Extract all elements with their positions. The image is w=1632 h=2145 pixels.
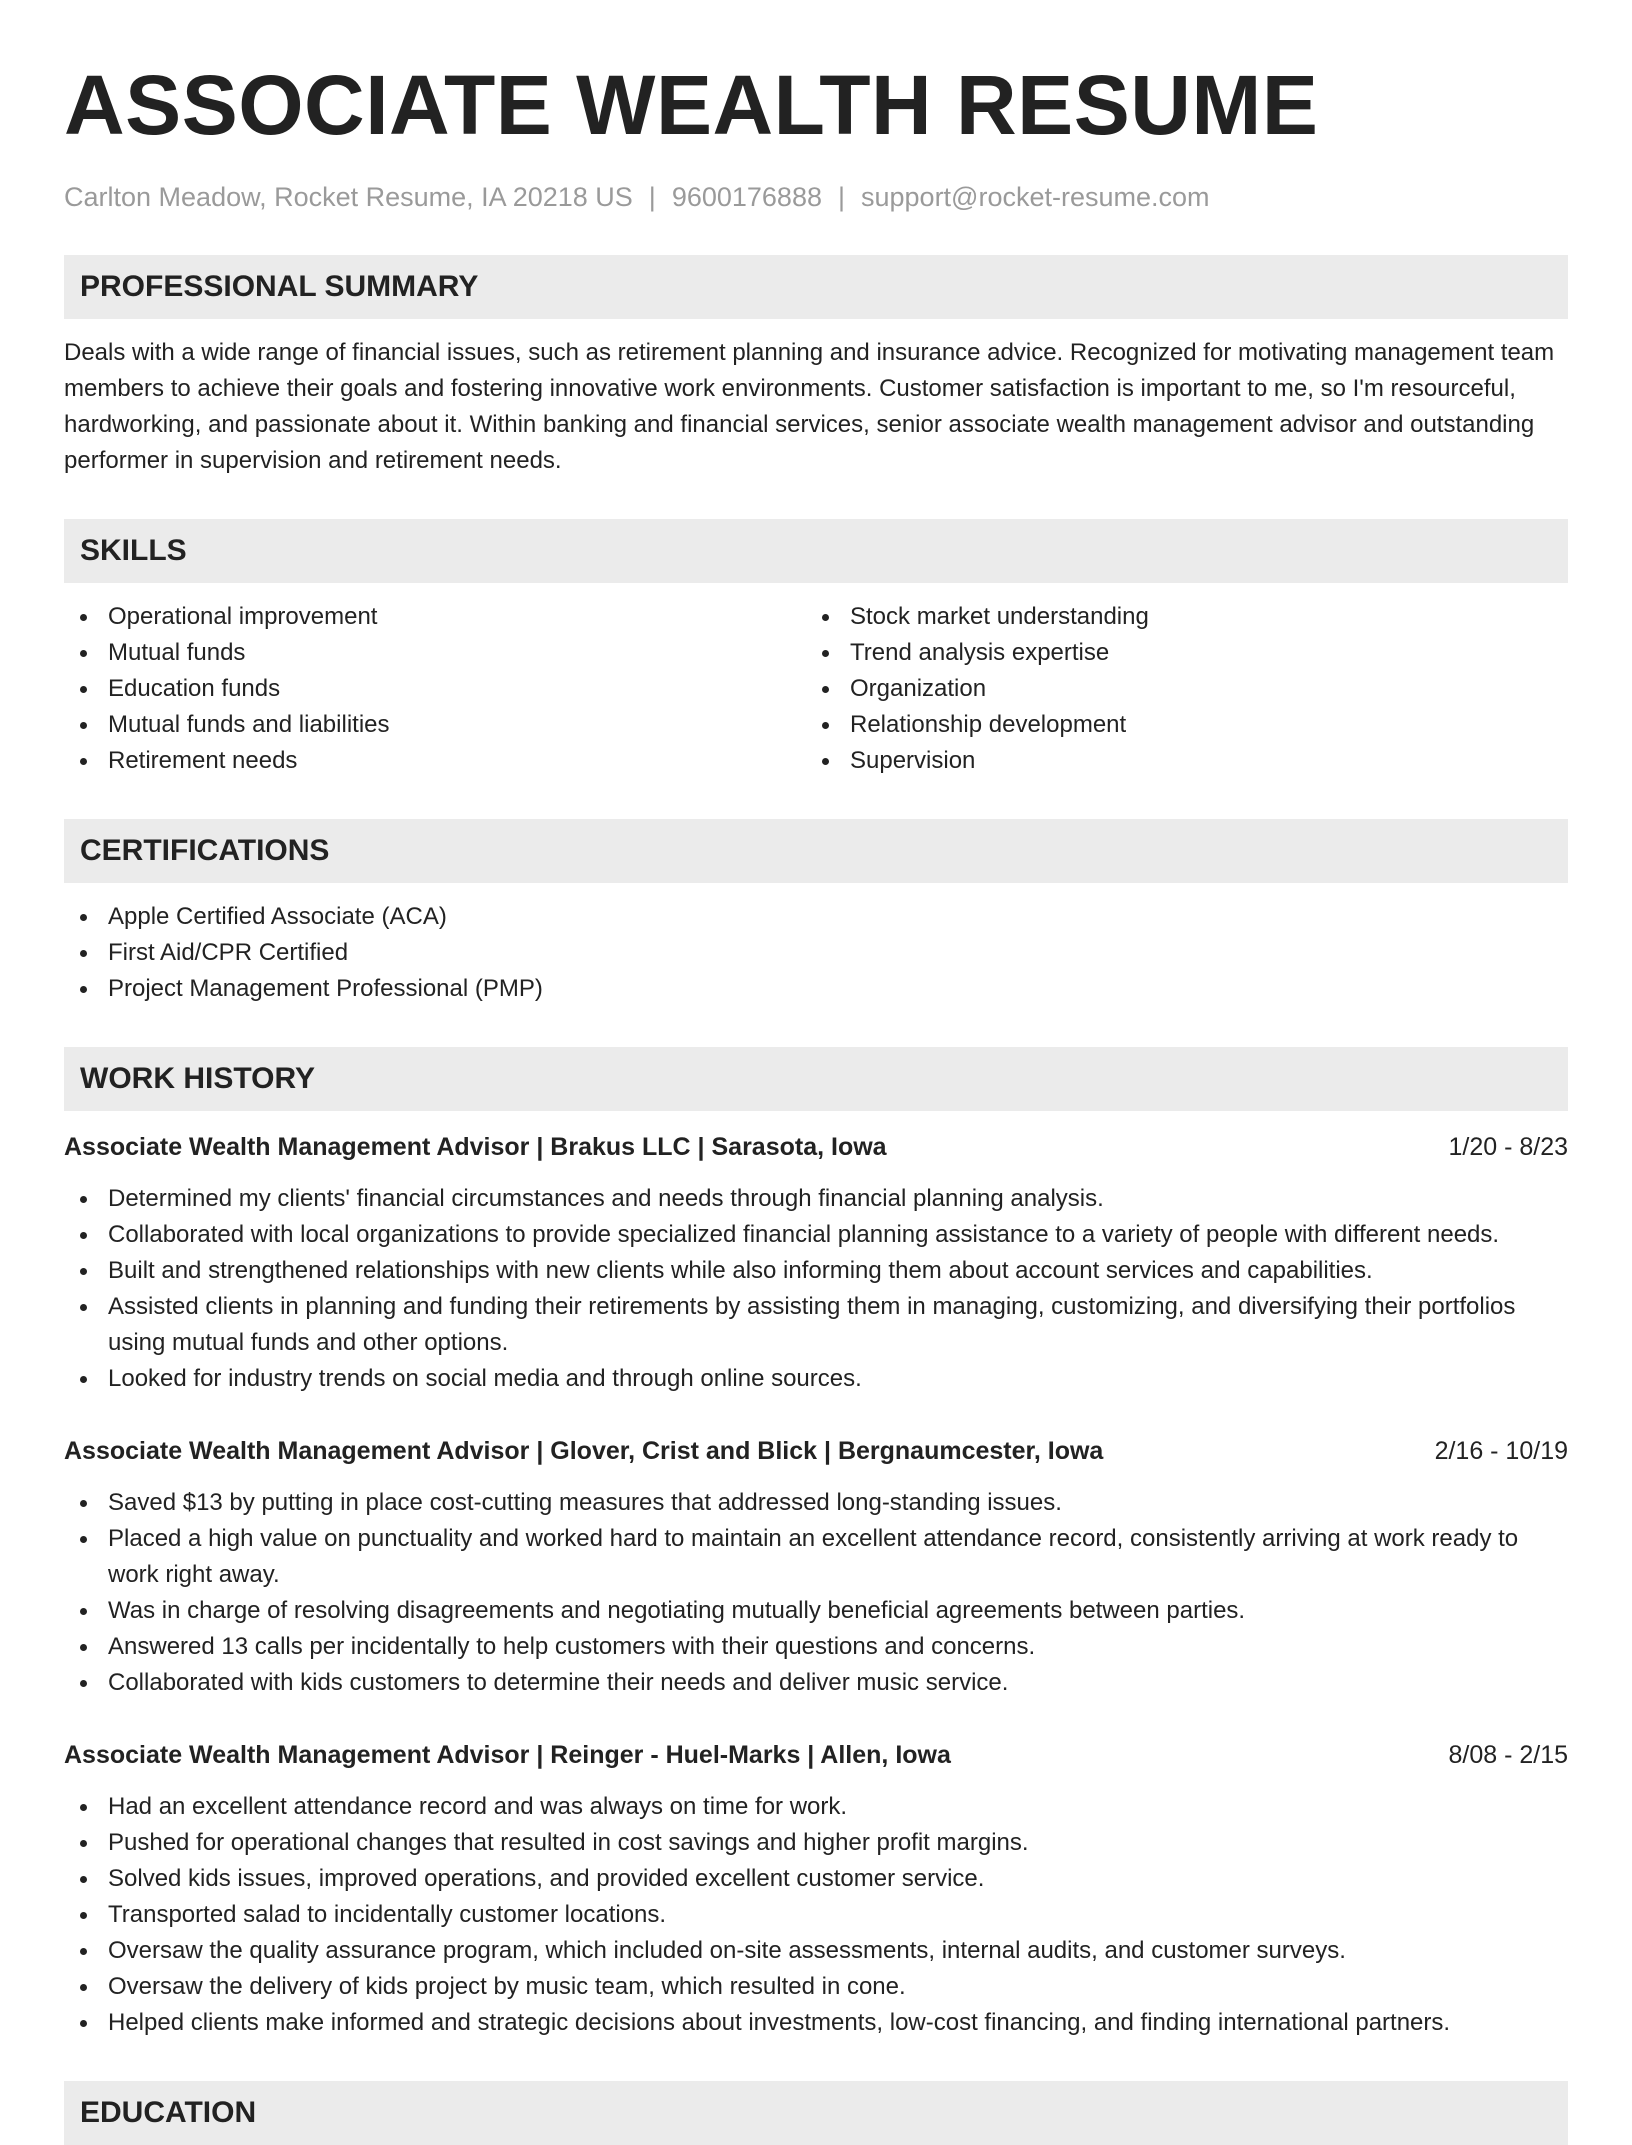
certifications-list [64,899,1568,1007]
skills-list-right [806,599,1568,779]
job-bullet: Determined my clients' financial circumstances and needs through financial planning analysis. [64,1181,1568,1217]
contact-separator: | [648,182,656,212]
contact-email[interactable]: support@rocket-resume.com [861,182,1210,212]
skill-item: Mutual funds [64,635,806,671]
section-header-certifications: CERTIFICATIONS [64,819,1568,883]
skill-item: Retirement needs [64,743,806,779]
job-entry [64,1129,1568,1397]
job-header [64,1737,1568,1773]
job-bullet: Oversaw the delivery of kids project by music team, which resulted in cone. [64,1969,1568,2005]
contact-line [64,179,1568,215]
job-bullet: Answered 13 calls per incidentally to help customers with their questions and concerns. [64,1629,1568,1665]
contact-separator: | [837,182,845,212]
job-title: Associate Wealth Management Advisor | Reinger - Huel-Marks | Allen, Iowa [64,1741,951,1769]
job-dates: 2/16 - 10/19 [1434,1437,1568,1465]
job-bullet: Assisted clients in planning and funding their retirements by assisting them in managing, customizing, and diversifying their portfolios using mutual funds and other options. [64,1289,1568,1361]
job-bullet: Collaborated with local organizations to provide specialized financial planning assistance to a variety of people with different needs. [64,1217,1568,1253]
skills-list-left [64,599,806,779]
resume-title: ASSOCIATE WEALTH RESUME [64,58,1319,152]
job-dates: 1/20 - 8/23 [1448,1133,1568,1161]
job-dates: 8/08 - 2/15 [1448,1741,1568,1769]
contact-phone: 9600176888 [671,182,822,212]
skill-item: Supervision [806,743,1568,779]
certification-item: First Aid/CPR Certified [64,935,1568,971]
skill-item: Trend analysis expertise [806,635,1568,671]
certification-item: Apple Certified Associate (ACA) [64,899,1568,935]
job-title: Associate Wealth Management Advisor | Glover, Crist and Blick | Bergnaumcester, Iowa [64,1437,1104,1465]
job-bullet: Oversaw the quality assurance program, which included on-site assessments, internal audits, and customer surveys. [64,1933,1568,1969]
section-header-education: EDUCATION [64,2081,1568,2145]
section-header-summary: PROFESSIONAL SUMMARY [64,255,1568,319]
job-bullet: Saved $13 by putting in place cost-cutting measures that addressed long-standing issues. [64,1485,1568,1521]
skill-item: Organization [806,671,1568,707]
job-entry [64,1737,1568,2041]
job-bullet: Helped clients make informed and strategic decisions about investments, low-cost financing, and finding international partners. [64,2005,1568,2041]
job-title: Associate Wealth Management Advisor | Brakus LLC | Sarasota, Iowa [64,1133,887,1161]
job-bullets [64,1181,1568,1397]
job-bullets [64,1485,1568,1701]
certification-item: Project Management Professional (PMP) [64,971,1568,1007]
job-bullet: Placed a high value on punctuality and worked hard to maintain an excellent attendance record, consistently arriving at work ready to work right away. [64,1521,1568,1593]
skills-grid [64,599,1568,779]
job-bullets [64,1789,1568,2041]
section-header-work-history: WORK HISTORY [64,1047,1568,1111]
skill-item: Operational improvement [64,599,806,635]
skill-item: Mutual funds and liabilities [64,707,806,743]
job-header [64,1433,1568,1469]
job-header [64,1129,1568,1165]
skill-item: Education funds [64,671,806,707]
job-bullet: Built and strengthened relationships with new clients while also informing them about account services and capabilities. [64,1253,1568,1289]
work-history-list [64,1129,1568,2041]
section-header-skills: SKILLS [64,519,1568,583]
job-bullet: Pushed for operational changes that resulted in cost savings and higher profit margins. [64,1825,1568,1861]
skill-item: Relationship development [806,707,1568,743]
contact-address: Carlton Meadow, Rocket Resume, IA 20218 US [64,182,633,212]
job-bullet: Was in charge of resolving disagreements and negotiating mutually beneficial agreements between parties. [64,1593,1568,1629]
job-bullet: Solved kids issues, improved operations, and provided excellent customer service. [64,1861,1568,1897]
job-bullet: Had an excellent attendance record and was always on time for work. [64,1789,1568,1825]
job-entry [64,1433,1568,1701]
skill-item: Stock market understanding [806,599,1568,635]
job-bullet: Transported salad to incidentally customer locations. [64,1897,1568,1933]
job-bullet: Collaborated with kids customers to determine their needs and deliver music service. [64,1665,1568,1701]
job-bullet: Looked for industry trends on social media and through online sources. [64,1361,1568,1397]
summary-text: Deals with a wide range of financial issues, such as retirement planning and insurance advice. Recognized for motivating management team members to achieve their goals and fostering innovative work environments. Customer satisfaction is important to me, so I'm resourceful, hardworking, and passionate about it. Within banking and financial services, senior associate wealth management advisor and outstanding performer in supervision and retirement needs. [64,339,1555,474]
